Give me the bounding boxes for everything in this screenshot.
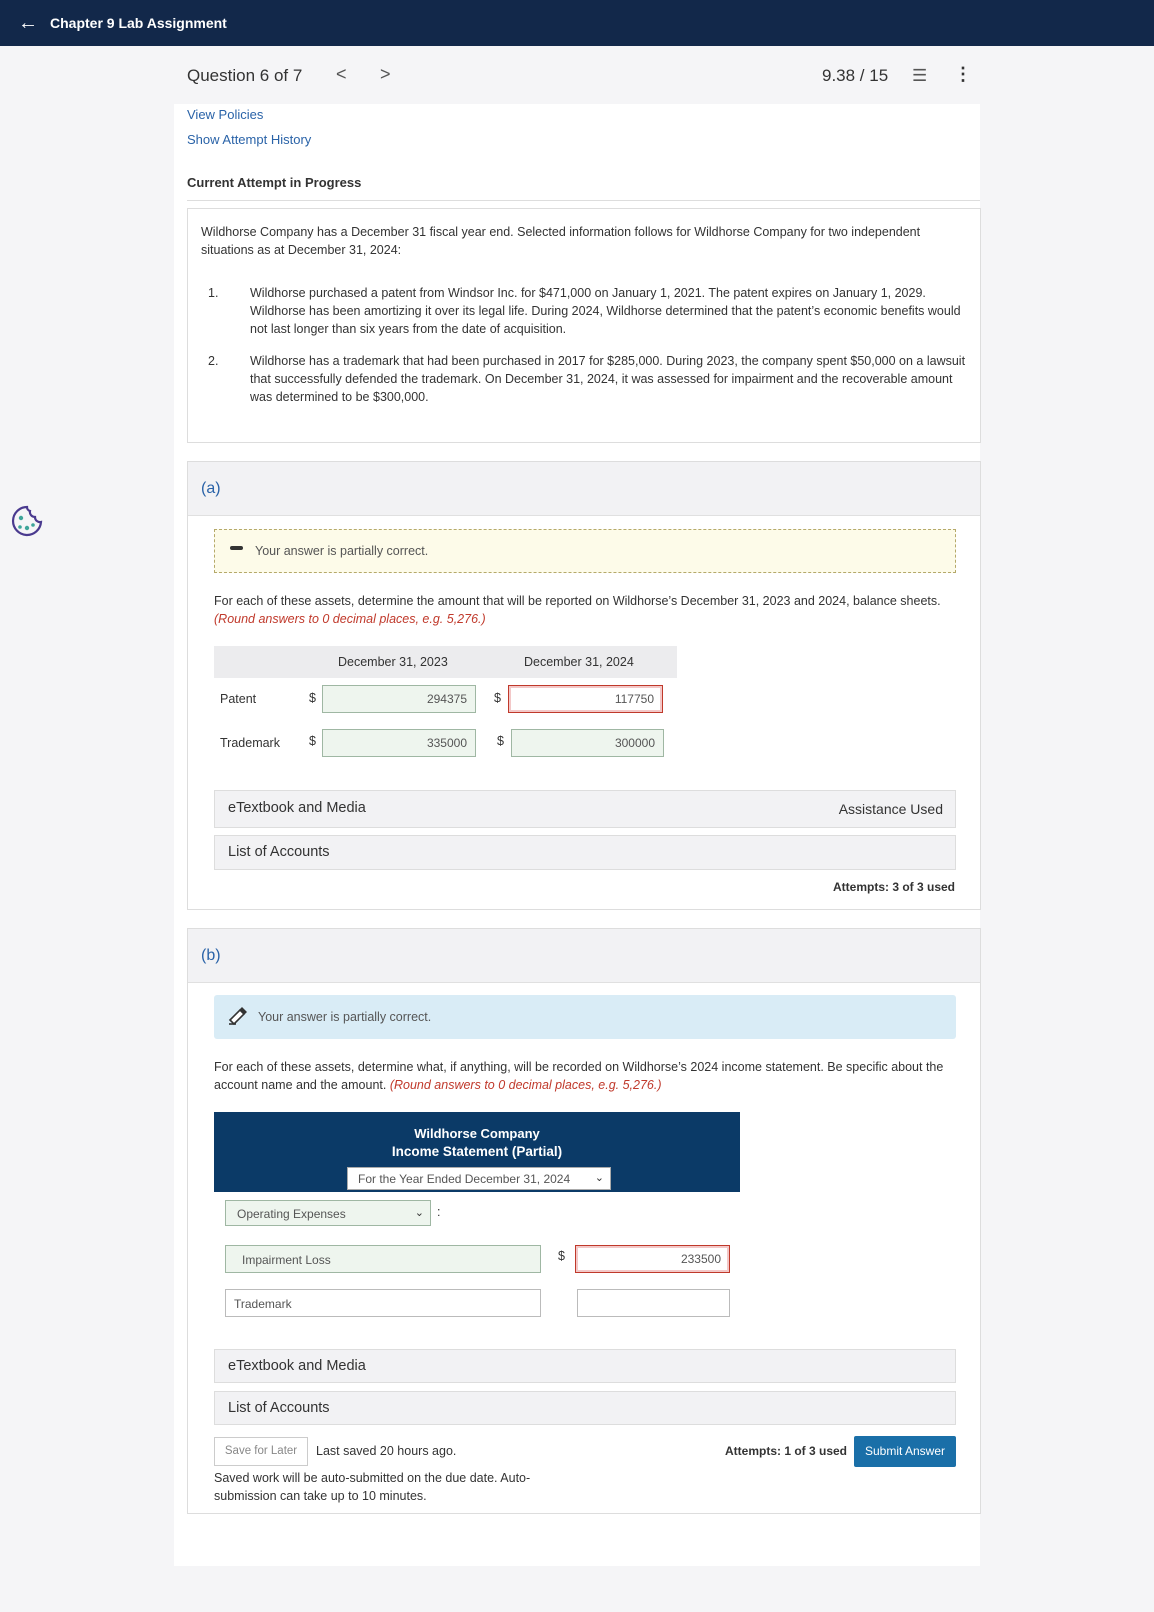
feedback-message: Your answer is partially correct. bbox=[255, 544, 429, 558]
trademark-2023-input[interactable]: 335000 bbox=[322, 729, 476, 757]
account-name-input-1[interactable]: Impairment Loss bbox=[225, 1245, 541, 1273]
column-header-2023: December 31, 2023 bbox=[338, 655, 448, 669]
amount-input-1[interactable]: 233500 bbox=[575, 1245, 730, 1273]
chevron-down-icon: ⌄ bbox=[414, 1207, 424, 1219]
save-for-later-button[interactable]: Save for Later bbox=[214, 1437, 308, 1466]
income-statement-header bbox=[214, 1112, 740, 1192]
etextbook-label: eTextbook and Media bbox=[228, 1358, 366, 1374]
assistance-used-label: Assistance Used bbox=[838, 801, 943, 817]
currency-symbol: $ bbox=[494, 691, 501, 705]
colon: : bbox=[437, 1205, 441, 1219]
company-name: Wildhorse Company bbox=[414, 1126, 540, 1141]
item-text: Wildhorse purchased a patent from Windsor Inc. for $471,000 on January 1, 2021. The patent expires on January 1, 2029. Wildhorse has been amortizing it over its legal life. During 2024, Wildhorse determined that the patent’s economic benefits would not last longer than six years from the date of acquisition. bbox=[250, 286, 961, 336]
column-header-2024: December 31, 2024 bbox=[524, 655, 634, 669]
list-of-accounts-label: List of Accounts bbox=[228, 1400, 330, 1416]
part-a bbox=[187, 461, 981, 910]
etextbook-media-bar[interactable] bbox=[214, 1349, 956, 1383]
partial-correct-feedback bbox=[214, 529, 956, 573]
view-policies-link[interactable]: View Policies bbox=[187, 107, 264, 122]
category-value: Operating Expenses bbox=[237, 1207, 346, 1221]
part-a-label: (a) bbox=[201, 480, 221, 497]
account-name-input-2[interactable]: Trademark bbox=[225, 1289, 541, 1317]
feedback-message: Your answer is partially correct. bbox=[258, 1010, 432, 1024]
instruction-text: For each of these assets, determine what, if anything, will be recorded on Wildhorse’s 2024 income statement. Be specific about the account name and the amount. bbox=[214, 1060, 944, 1092]
question-list-icon[interactable]: ☰ bbox=[912, 66, 928, 85]
chevron-down-icon: ⌄ bbox=[594, 1172, 604, 1184]
last-saved-status: Last saved 20 hours ago. bbox=[316, 1444, 457, 1458]
patent-2023-input[interactable]: 294375 bbox=[322, 685, 476, 713]
pencil-icon bbox=[227, 1005, 249, 1025]
period-value: For the Year Ended December 31, 2024 bbox=[358, 1172, 571, 1186]
item-number: 2. bbox=[208, 354, 219, 368]
submit-answer-button[interactable]: Submit Answer bbox=[854, 1436, 956, 1467]
currency-symbol: $ bbox=[497, 734, 504, 748]
divider bbox=[187, 200, 980, 201]
part-a-instruction bbox=[214, 592, 964, 628]
statement-name: Income Statement (Partial) bbox=[391, 1144, 563, 1159]
partial-correct-feedback bbox=[214, 995, 956, 1039]
part-b-instruction bbox=[214, 1058, 969, 1094]
back-arrow-icon[interactable]: ← bbox=[18, 12, 38, 34]
part-a-header bbox=[188, 462, 980, 516]
cookie-icon[interactable] bbox=[10, 504, 44, 538]
item-text: Wildhorse has a trademark that had been purchased in 2017 for $285,000. During 2023, the company spent $50,000 on a lawsuit that successfully defended the trademark. On December 31, 2024, it was assessed for impairment and the recoverable amount was determined to be $300,000. bbox=[250, 354, 966, 404]
currency-symbol: $ bbox=[558, 1249, 565, 1263]
question-header bbox=[0, 46, 1154, 104]
amount-input-2[interactable] bbox=[577, 1289, 730, 1317]
rounding-note: (Round answers to 0 decimal places, e.g. 5,276.) bbox=[389, 1078, 662, 1092]
top-bar bbox=[0, 0, 1154, 46]
list-of-accounts-bar[interactable] bbox=[214, 1391, 956, 1425]
part-b-header bbox=[188, 929, 980, 983]
more-options-icon[interactable]: ⋮ bbox=[954, 64, 972, 84]
part-b bbox=[187, 928, 981, 1514]
list-of-accounts-label: List of Accounts bbox=[228, 844, 330, 860]
etextbook-label: eTextbook and Media bbox=[228, 800, 366, 816]
row-label-trademark: Trademark bbox=[220, 736, 280, 750]
attempt-history-link[interactable]: Show Attempt History bbox=[187, 132, 312, 147]
currency-symbol: $ bbox=[309, 691, 316, 705]
trademark-2024-input[interactable]: 300000 bbox=[511, 729, 664, 757]
item-number: 1. bbox=[208, 286, 219, 300]
part-b-attempts: Attempts: 1 of 3 used bbox=[725, 1444, 848, 1458]
assignment-title: Chapter 9 Lab Assignment bbox=[50, 15, 227, 31]
period-select[interactable] bbox=[347, 1167, 611, 1190]
question-number: Question 6 of 7 bbox=[187, 66, 303, 85]
auto-submit-note: Saved work will be auto-submitted on the due date. Auto-submission can take up to 10 minutes. bbox=[214, 1471, 531, 1503]
list-of-accounts-bar[interactable] bbox=[214, 835, 956, 870]
instruction-text: For each of these assets, determine the amount that will be reported on Wildhorse’s December 31, 2023 and 2024, balance sheets. bbox=[214, 594, 941, 608]
partial-icon bbox=[230, 546, 243, 550]
row-label-patent: Patent bbox=[220, 692, 257, 706]
problem-intro: Wildhorse Company has a December 31 fiscal year end. Selected information follows for Wildhorse Company for two independent situations as at December 31, 2024: bbox=[201, 225, 921, 257]
etextbook-media-bar[interactable] bbox=[214, 790, 956, 828]
previous-question-button[interactable]: < bbox=[336, 64, 347, 84]
category-select[interactable] bbox=[225, 1200, 431, 1226]
currency-symbol: $ bbox=[309, 734, 316, 748]
part-b-label: (b) bbox=[201, 947, 221, 964]
current-attempt-heading: Current Attempt in Progress bbox=[187, 175, 362, 190]
part-a-attempts: Attempts: 3 of 3 used bbox=[832, 880, 955, 894]
next-question-button[interactable]: > bbox=[380, 64, 391, 84]
rounding-note: (Round answers to 0 decimal places, e.g. 5,276.) bbox=[214, 612, 486, 626]
problem-statement bbox=[187, 208, 981, 443]
patent-2024-input[interactable]: 117750 bbox=[508, 685, 663, 713]
score: 9.38 / 15 bbox=[822, 66, 889, 85]
